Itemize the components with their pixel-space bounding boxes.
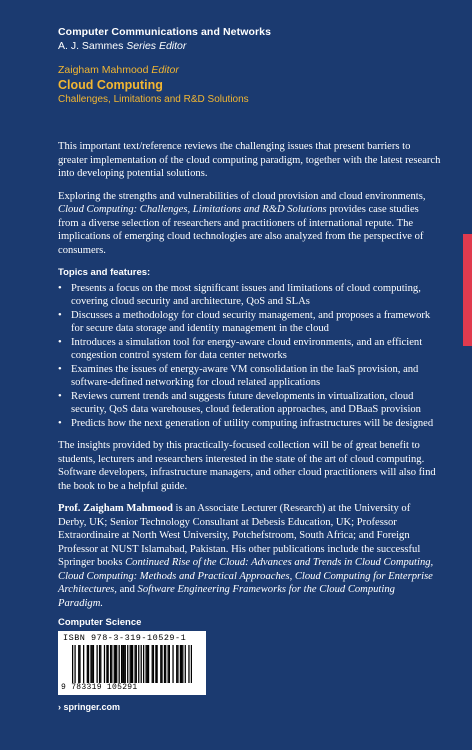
barcode-bar	[131, 645, 132, 683]
intro-paragraph: This important text/reference reviews the challenging issues that present barriers to greater implementation of the cloud computing paradigm, together with the latest research into developing potential solutions.	[58, 141, 441, 179]
topic-item: • Introduces a simulation tool for energy-aware cloud environments, and an efficient congestion control system for data center networks	[58, 336, 441, 363]
barcode-bar	[132, 645, 133, 683]
barcode-bar	[79, 645, 80, 683]
series-editor	[58, 40, 271, 52]
author-books: Continued Rise of the Cloud: Advances and Trends in Cloud Computing, Cloud Computing: Methods and Practical Approaches, Cloud Computing for Enterprise Architectures,	[58, 557, 434, 595]
overview-text-1: Exploring the strengths and vulnerabilities of cloud provision and cloud environments,	[58, 190, 426, 202]
barcode-bar	[92, 645, 93, 683]
barcode-bar	[125, 645, 126, 683]
author-bio-and: and	[116, 584, 138, 595]
barcode-bar	[181, 645, 182, 683]
isbn-number: ISBN 978-3-319-10529-1	[63, 633, 187, 643]
barcode-bar	[115, 645, 116, 683]
book-editor-name: Zaigham Mahmood	[58, 64, 149, 76]
audience-paragraph: The insights provided by this practically-focused collection will be of great benefit to students, lecturers and researchers interested in the state of the art of cloud computing. Software developers, infrastructure managers, and other cloud practitioners will also find the book to be a helpful guide.	[58, 440, 436, 492]
blurb-body	[58, 140, 441, 619]
barcode-bar	[148, 645, 149, 683]
book-subtitle: Challenges, Limitations and R&D Solutions	[58, 94, 249, 105]
subject-category: Computer Science	[58, 617, 142, 628]
barcode-bar	[121, 645, 122, 683]
barcode-bar	[152, 645, 153, 683]
barcode-bar	[122, 645, 123, 683]
barcode-bar	[78, 645, 79, 683]
topic-item: • Presents a focus on the most significant issues and limitations of cloud computing, covering cloud security and architecture, QoS and SLAs	[58, 282, 441, 309]
barcode-bar	[100, 645, 101, 683]
barcode-bar	[176, 645, 177, 683]
barcode-bar	[180, 645, 181, 683]
barcode-bar	[72, 645, 73, 683]
barcode-bar	[172, 645, 173, 683]
barcode-bar	[169, 645, 170, 683]
barcode-bar	[108, 645, 109, 683]
barcode-bar	[114, 645, 115, 683]
isbn-barcode	[58, 631, 206, 695]
barcode-bar	[90, 645, 91, 683]
series-editor-role: Series Editor	[126, 40, 187, 52]
author-name: Prof. Zaigham Mahmood	[58, 503, 173, 514]
barcode-bar	[116, 645, 117, 683]
book-header	[58, 64, 249, 105]
overview-paragraph	[58, 190, 441, 258]
barcode-bar	[156, 645, 157, 683]
barcode-bar	[161, 645, 162, 683]
series-title: Computer Communications and Networks	[58, 26, 272, 38]
barcode-bar	[191, 645, 192, 683]
barcode-bar	[110, 645, 111, 683]
series-block	[58, 26, 271, 52]
barcode-bar	[182, 645, 183, 683]
barcode-bar	[99, 645, 100, 683]
book-title: Cloud Computing	[58, 78, 163, 92]
topic-item: • Predicts how the next generation of utility computing infrastructures will be designed	[58, 417, 441, 431]
side-color-tab	[463, 234, 472, 346]
barcode-bar	[93, 645, 94, 683]
publisher-link[interactable]: › springer.com	[58, 702, 121, 712]
barcode-bar	[168, 645, 169, 683]
barcode-bar	[96, 645, 97, 683]
barcode-bar	[83, 645, 84, 683]
barcode-bar	[87, 645, 88, 683]
topic-item: • Examines the issues of energy-aware VM consolidation in the IaaS provision, and software-defined networking for cloud related applications	[58, 363, 441, 390]
barcode-bar	[119, 645, 120, 683]
barcode-bar	[165, 645, 166, 683]
barcode-digits: 9 783319 105291	[61, 683, 138, 692]
barcode-bar	[130, 645, 131, 683]
topics-heading: Topics and features:	[58, 267, 151, 278]
barcode-bar	[134, 645, 135, 683]
barcode-bar	[155, 645, 156, 683]
barcode-bar	[147, 645, 148, 683]
author-bio-text: is an Associate Lecturer (Research) at the University of Derby, UK; Senior Technology Consultant at Debesis Education, UK; Professor Extraordinaire at North West University, Potchefstroom, South Africa; and Foreign Professor at NUST Islamabad, Pakistan. His other publications include the successful Springer books	[58, 503, 421, 568]
barcode-bar	[143, 645, 144, 683]
barcode-bar	[88, 645, 89, 683]
author-bio	[58, 502, 441, 610]
barcode-bar	[138, 645, 139, 683]
topic-item: • Discusses a methodology for cloud security management, and proposes a framework for secure data storage and identity management in the cloud	[58, 309, 441, 336]
barcode-bar	[74, 645, 75, 683]
barcode-bar	[177, 645, 178, 683]
barcode-bar	[185, 645, 186, 683]
barcode-bar	[160, 645, 161, 683]
author-book-last: Software Engineering Frameworks for the Cloud Computing Paradigm.	[58, 584, 395, 609]
barcode-bar	[106, 645, 107, 683]
overview-text-2: provides case studies from a diverse selection of researchers and practitioners of international repute. The implications of emerging cloud technologies are also analyzed from the perspective of consumers.	[58, 204, 424, 256]
barcode-bar	[104, 645, 105, 683]
barcode-bar	[141, 645, 142, 683]
barcode-bar	[127, 645, 128, 683]
barcode-bar	[164, 645, 165, 683]
overview-book-title: Cloud Computing: Challenges, Limitations and R&D Solutions	[58, 204, 327, 215]
topics-list	[58, 282, 441, 431]
book-editor-role: Editor	[151, 64, 179, 76]
barcode-bar	[145, 645, 146, 683]
book-editor	[58, 64, 249, 76]
barcode-bar	[111, 645, 112, 683]
barcode-bar	[123, 645, 124, 683]
topic-item: • Reviews current trends and suggests future developments in virtualization, cloud security, QoS data warehouses, cloud federation approaches, and DBaaS provision	[58, 390, 441, 417]
series-editor-name: A. J. Sammes	[58, 40, 124, 52]
barcode-bar	[153, 645, 154, 683]
barcode-bar	[136, 645, 137, 683]
barcode-bars	[72, 645, 192, 683]
barcode-bar	[188, 645, 189, 683]
